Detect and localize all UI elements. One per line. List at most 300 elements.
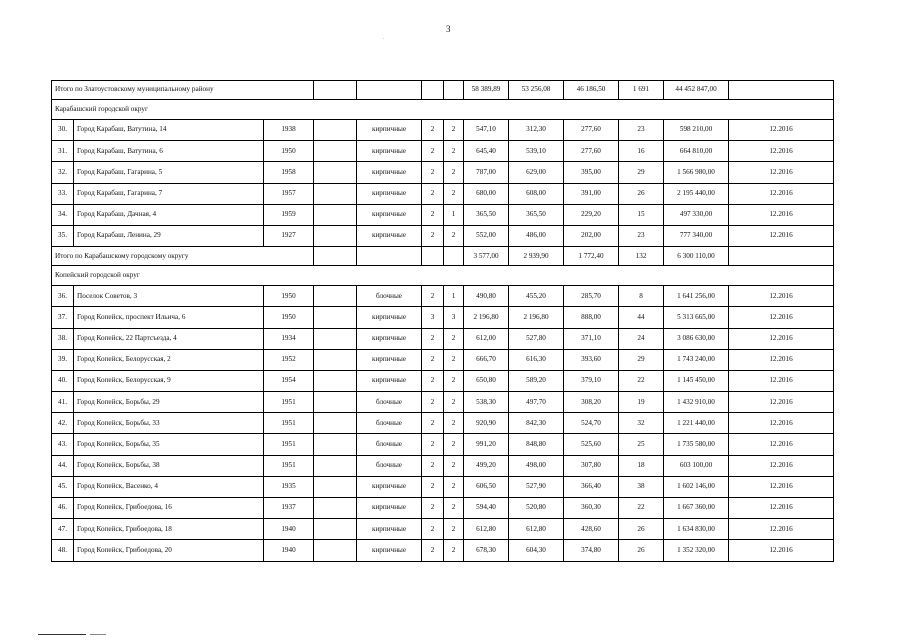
table-row <box>52 204 834 225</box>
total-value: 46 186,50 <box>564 81 619 100</box>
completion-date: 12.2016 <box>729 392 834 413</box>
row-number: 43. <box>52 434 74 455</box>
year-built: 1950 <box>264 307 314 328</box>
residential-area: 374,80 <box>564 540 619 561</box>
total-area: 552,00 <box>464 225 509 246</box>
table-row <box>52 455 834 476</box>
residents-count: 8 <box>619 286 664 307</box>
table-row <box>52 519 834 540</box>
floors: 2 <box>422 183 444 204</box>
living-area: 604,30 <box>509 540 564 561</box>
total-area: 920,90 <box>464 413 509 434</box>
address: Город Карабаш, Ленина, 29 <box>74 225 264 246</box>
living-area: 539,10 <box>509 141 564 162</box>
year-built: 1957 <box>264 183 314 204</box>
wall-material: кирпичные <box>357 540 422 561</box>
residents-count: 18 <box>619 455 664 476</box>
repair-cost: 1 735 580,00 <box>664 434 729 455</box>
page-number: 3 <box>446 24 451 34</box>
empty-cell <box>444 247 464 266</box>
living-area: 486,00 <box>509 225 564 246</box>
empty-cell <box>314 349 357 370</box>
table-row <box>52 286 834 307</box>
entrances: 2 <box>444 498 464 519</box>
floors: 2 <box>422 392 444 413</box>
table-row <box>52 120 834 141</box>
total-value: 3 577,00 <box>464 247 509 266</box>
residents-count: 15 <box>619 204 664 225</box>
floors: 2 <box>422 434 444 455</box>
total-area: 547,10 <box>464 120 509 141</box>
floors: 2 <box>422 162 444 183</box>
wall-material: блочные <box>357 455 422 476</box>
residents-count: 24 <box>619 328 664 349</box>
wall-material: кирпичные <box>357 349 422 370</box>
table-row <box>52 540 834 561</box>
wall-material: кирпичные <box>357 204 422 225</box>
entrances: 3 <box>444 307 464 328</box>
total-area: 365,50 <box>464 204 509 225</box>
floors: 2 <box>422 540 444 561</box>
total-row <box>52 247 834 266</box>
row-number: 37. <box>52 307 74 328</box>
row-number: 30. <box>52 120 74 141</box>
empty-cell <box>314 413 357 434</box>
residential-area: 525,60 <box>564 434 619 455</box>
residents-count: 16 <box>619 141 664 162</box>
empty-cell <box>314 392 357 413</box>
living-area: 365,50 <box>509 204 564 225</box>
repair-cost: 1 352 320,00 <box>664 540 729 561</box>
row-number: 46. <box>52 498 74 519</box>
floors: 2 <box>422 498 444 519</box>
entrances: 2 <box>444 120 464 141</box>
residential-area: 360,30 <box>564 498 619 519</box>
living-area: 520,80 <box>509 498 564 519</box>
living-area: 498,00 <box>509 455 564 476</box>
repair-cost: 1 602 146,00 <box>664 476 729 497</box>
entrances: 2 <box>444 370 464 391</box>
residential-area: 524,70 <box>564 413 619 434</box>
residential-area: 277,60 <box>564 141 619 162</box>
empty-cell <box>314 370 357 391</box>
residents-count: 32 <box>619 413 664 434</box>
address: Город Копейск, Борьбы, 38 <box>74 455 264 476</box>
year-built: 1951 <box>264 392 314 413</box>
row-number: 40. <box>52 370 74 391</box>
empty-cell <box>314 328 357 349</box>
wall-material: блочные <box>357 286 422 307</box>
residential-area: 371,10 <box>564 328 619 349</box>
floors: 2 <box>422 328 444 349</box>
living-area: 842,30 <box>509 413 564 434</box>
completion-date: 12.2016 <box>729 498 834 519</box>
residents-count: 38 <box>619 476 664 497</box>
residents-count: 29 <box>619 349 664 370</box>
completion-date: 12.2016 <box>729 204 834 225</box>
empty-cell <box>729 81 834 100</box>
empty-cell <box>314 307 357 328</box>
table-row <box>52 370 834 391</box>
residents-count: 44 <box>619 307 664 328</box>
floors: 2 <box>422 286 444 307</box>
address: Город Копейск, Грибоедова, 16 <box>74 498 264 519</box>
wall-material: кирпичные <box>357 141 422 162</box>
year-built: 1940 <box>264 519 314 540</box>
total-value: 58 389,89 <box>464 81 509 100</box>
repair-cost: 1 432 910,00 <box>664 392 729 413</box>
completion-date: 12.2016 <box>729 120 834 141</box>
table-row <box>52 183 834 204</box>
completion-date: 12.2016 <box>729 519 834 540</box>
completion-date: 12.2016 <box>729 183 834 204</box>
table-row <box>52 392 834 413</box>
floors: 2 <box>422 455 444 476</box>
total-value: 44 452 847,00 <box>664 81 729 100</box>
address: Город Копейск, Васенко, 4 <box>74 476 264 497</box>
year-built: 1934 <box>264 328 314 349</box>
row-number: 48. <box>52 540 74 561</box>
repair-cost: 1 566 980,00 <box>664 162 729 183</box>
residential-area: 428,60 <box>564 519 619 540</box>
floors: 2 <box>422 349 444 370</box>
living-area: 612,80 <box>509 519 564 540</box>
empty-cell <box>314 519 357 540</box>
table-row <box>52 225 834 246</box>
total-label: Итого по Златоустовскому муниципальному району <box>52 81 314 100</box>
empty-cell <box>314 81 357 100</box>
year-built: 1952 <box>264 349 314 370</box>
repair-cost: 1 641 256,00 <box>664 286 729 307</box>
entrances: 1 <box>444 204 464 225</box>
wall-material: кирпичные <box>357 519 422 540</box>
completion-date: 12.2016 <box>729 413 834 434</box>
completion-date: 12.2016 <box>729 307 834 328</box>
empty-cell <box>357 247 422 266</box>
floors: 3 <box>422 307 444 328</box>
residents-count: 26 <box>619 183 664 204</box>
living-area: 589,20 <box>509 370 564 391</box>
residential-area: 202,00 <box>564 225 619 246</box>
address: Поселок Советов, 3 <box>74 286 264 307</box>
entrances: 2 <box>444 455 464 476</box>
year-built: 1951 <box>264 455 314 476</box>
footer-line <box>38 634 86 635</box>
wall-material: кирпичные <box>357 370 422 391</box>
district-header-row <box>52 100 834 120</box>
row-number: 34. <box>52 204 74 225</box>
table-row <box>52 434 834 455</box>
floors: 2 <box>422 476 444 497</box>
residents-count: 29 <box>619 162 664 183</box>
wall-material: кирпичные <box>357 307 422 328</box>
repair-cost: 1 145 450,00 <box>664 370 729 391</box>
repair-cost: 1 634 830,00 <box>664 519 729 540</box>
district-header-row <box>52 266 834 286</box>
wall-material: кирпичные <box>357 498 422 519</box>
empty-cell <box>314 455 357 476</box>
year-built: 1927 <box>264 225 314 246</box>
residents-count: 22 <box>619 498 664 519</box>
total-value: 6 300 110,00 <box>664 247 729 266</box>
total-area: 787,00 <box>464 162 509 183</box>
row-number: 31. <box>52 141 74 162</box>
repair-cost: 603 100,00 <box>664 455 729 476</box>
completion-date: 12.2016 <box>729 162 834 183</box>
total-label: Итого по Карабашскому городскому округу <box>52 247 314 266</box>
repair-cost: 5 313 665,00 <box>664 307 729 328</box>
completion-date: 12.2016 <box>729 455 834 476</box>
address: Город Карабаш, Гагарина, 5 <box>74 162 264 183</box>
residents-count: 23 <box>619 225 664 246</box>
repair-cost: 1 743 240,00 <box>664 349 729 370</box>
address: Город Копейск, Борьбы, 33 <box>74 413 264 434</box>
total-value: 2 939,90 <box>509 247 564 266</box>
address: Город Копейск, Борьбы, 35 <box>74 434 264 455</box>
empty-cell <box>314 141 357 162</box>
row-number: 33. <box>52 183 74 204</box>
table-row <box>52 162 834 183</box>
year-built: 1951 <box>264 413 314 434</box>
living-area: 848,80 <box>509 434 564 455</box>
empty-cell <box>314 247 357 266</box>
empty-cell <box>422 81 444 100</box>
floors: 2 <box>422 370 444 391</box>
wall-material: блочные <box>357 434 422 455</box>
completion-date: 12.2016 <box>729 286 834 307</box>
table-row <box>52 307 834 328</box>
entrances: 2 <box>444 476 464 497</box>
empty-cell <box>314 286 357 307</box>
total-area: 594,40 <box>464 498 509 519</box>
year-built: 1935 <box>264 476 314 497</box>
address: Город Копейск, Борьбы, 29 <box>74 392 264 413</box>
entrances: 2 <box>444 519 464 540</box>
address: Город Копейск, Грибоедова, 18 <box>74 519 264 540</box>
address: Город Копейск, Грибоедова, 20 <box>74 540 264 561</box>
year-built: 1937 <box>264 498 314 519</box>
entrances: 2 <box>444 392 464 413</box>
total-area: 666,70 <box>464 349 509 370</box>
total-value: 53 256,08 <box>509 81 564 100</box>
empty-cell <box>729 247 834 266</box>
address: Город Карабаш, Дачная, 4 <box>74 204 264 225</box>
total-area: 2 196,80 <box>464 307 509 328</box>
repair-cost: 1 221 440,00 <box>664 413 729 434</box>
floors: 2 <box>422 519 444 540</box>
entrances: 2 <box>444 183 464 204</box>
wall-material: кирпичные <box>357 328 422 349</box>
empty-cell <box>357 81 422 100</box>
total-value: 132 <box>619 247 664 266</box>
residential-area: 379,10 <box>564 370 619 391</box>
residential-area: 888,00 <box>564 307 619 328</box>
repair-cost: 598 210,00 <box>664 120 729 141</box>
living-area: 608,00 <box>509 183 564 204</box>
year-built: 1951 <box>264 434 314 455</box>
wall-material: блочные <box>357 392 422 413</box>
year-built: 1940 <box>264 540 314 561</box>
empty-cell <box>314 225 357 246</box>
total-area: 678,30 <box>464 540 509 561</box>
floors: 2 <box>422 225 444 246</box>
row-number: 47. <box>52 519 74 540</box>
row-number: 32. <box>52 162 74 183</box>
empty-cell <box>314 162 357 183</box>
table-row <box>52 141 834 162</box>
total-value: 1 772,40 <box>564 247 619 266</box>
entrances: 2 <box>444 328 464 349</box>
living-area: 616,30 <box>509 349 564 370</box>
row-number: 38. <box>52 328 74 349</box>
wall-material: кирпичные <box>357 183 422 204</box>
completion-date: 12.2016 <box>729 370 834 391</box>
total-area: 612,80 <box>464 519 509 540</box>
total-area: 991,20 <box>464 434 509 455</box>
address: Город Копейск, проспект Ильича, 6 <box>74 307 264 328</box>
floors: 2 <box>422 204 444 225</box>
residential-area: 307,80 <box>564 455 619 476</box>
total-area: 645,40 <box>464 141 509 162</box>
year-built: 1938 <box>264 120 314 141</box>
address: Город Копейск, Белорусская, 9 <box>74 370 264 391</box>
row-number: 45. <box>52 476 74 497</box>
table-row <box>52 413 834 434</box>
repair-cost: 777 340,00 <box>664 225 729 246</box>
total-area: 538,30 <box>464 392 509 413</box>
repair-cost: 1 667 360,00 <box>664 498 729 519</box>
completion-date: 12.2016 <box>729 328 834 349</box>
repair-cost: 497 330,00 <box>664 204 729 225</box>
wall-material: кирпичные <box>357 476 422 497</box>
year-built: 1959 <box>264 204 314 225</box>
entrances: 2 <box>444 225 464 246</box>
residential-area: 395,00 <box>564 162 619 183</box>
row-number: 41. <box>52 392 74 413</box>
address: Город Карабаш, Ватутина, 6 <box>74 141 264 162</box>
housing-table <box>51 80 834 562</box>
empty-cell <box>444 81 464 100</box>
total-area: 499,20 <box>464 455 509 476</box>
wall-material: кирпичные <box>357 225 422 246</box>
footer-line-short <box>90 634 106 635</box>
empty-cell <box>314 434 357 455</box>
wall-material: кирпичные <box>357 120 422 141</box>
completion-date: 12.2016 <box>729 540 834 561</box>
residents-count: 25 <box>619 434 664 455</box>
year-built: 1950 <box>264 286 314 307</box>
entrances: 2 <box>444 540 464 561</box>
completion-date: 12.2016 <box>729 225 834 246</box>
address: Город Копейск, Белорусская, 2 <box>74 349 264 370</box>
residential-area: 277,60 <box>564 120 619 141</box>
entrances: 2 <box>444 349 464 370</box>
entrances: 2 <box>444 434 464 455</box>
living-area: 455,20 <box>509 286 564 307</box>
living-area: 497,70 <box>509 392 564 413</box>
living-area: 527,80 <box>509 328 564 349</box>
total-value: 1 691 <box>619 81 664 100</box>
living-area: 527,90 <box>509 476 564 497</box>
entrances: 2 <box>444 141 464 162</box>
year-built: 1954 <box>264 370 314 391</box>
table-row <box>52 349 834 370</box>
living-area: 312,30 <box>509 120 564 141</box>
residents-count: 19 <box>619 392 664 413</box>
table-row <box>52 476 834 497</box>
living-area: 629,00 <box>509 162 564 183</box>
residents-count: 23 <box>619 120 664 141</box>
row-number: 36. <box>52 286 74 307</box>
residential-area: 229,20 <box>564 204 619 225</box>
total-row <box>52 81 834 100</box>
residents-count: 26 <box>619 519 664 540</box>
empty-cell <box>314 476 357 497</box>
repair-cost: 3 086 630,00 <box>664 328 729 349</box>
table-body <box>52 81 834 562</box>
scan-dot: . <box>383 35 385 41</box>
floors: 2 <box>422 120 444 141</box>
year-built: 1950 <box>264 141 314 162</box>
empty-cell <box>422 247 444 266</box>
total-area: 650,80 <box>464 370 509 391</box>
empty-cell <box>314 120 357 141</box>
completion-date: 12.2016 <box>729 349 834 370</box>
total-area: 612,00 <box>464 328 509 349</box>
floors: 2 <box>422 141 444 162</box>
district-name: Карабашский городской округ <box>52 100 834 120</box>
empty-cell <box>314 204 357 225</box>
completion-date: 12.2016 <box>729 141 834 162</box>
row-number: 35. <box>52 225 74 246</box>
table-row <box>52 498 834 519</box>
repair-cost: 2 195 440,00 <box>664 183 729 204</box>
residential-area: 366,40 <box>564 476 619 497</box>
residential-area: 393,60 <box>564 349 619 370</box>
total-area: 606,50 <box>464 476 509 497</box>
address: Город Копейск, 22 Партсъезда, 4 <box>74 328 264 349</box>
wall-material: блочные <box>357 413 422 434</box>
empty-cell <box>314 540 357 561</box>
year-built: 1958 <box>264 162 314 183</box>
address: Город Карабаш, Гагарина, 7 <box>74 183 264 204</box>
entrances: 2 <box>444 413 464 434</box>
entrances: 1 <box>444 286 464 307</box>
row-number: 39. <box>52 349 74 370</box>
entrances: 2 <box>444 162 464 183</box>
repair-cost: 664 810,00 <box>664 141 729 162</box>
empty-cell <box>314 498 357 519</box>
empty-cell <box>314 183 357 204</box>
residential-area: 285,70 <box>564 286 619 307</box>
row-number: 44. <box>52 455 74 476</box>
total-area: 680,00 <box>464 183 509 204</box>
residential-area: 308,20 <box>564 392 619 413</box>
total-area: 490,80 <box>464 286 509 307</box>
district-name: Копейский городской округ <box>52 266 834 286</box>
row-number: 42. <box>52 413 74 434</box>
table-row <box>52 328 834 349</box>
residents-count: 22 <box>619 370 664 391</box>
completion-date: 12.2016 <box>729 434 834 455</box>
wall-material: кирпичные <box>357 162 422 183</box>
address: Город Карабаш, Ватутина, 14 <box>74 120 264 141</box>
residential-area: 391,00 <box>564 183 619 204</box>
completion-date: 12.2016 <box>729 476 834 497</box>
living-area: 2 196,80 <box>509 307 564 328</box>
floors: 2 <box>422 413 444 434</box>
residents-count: 26 <box>619 540 664 561</box>
